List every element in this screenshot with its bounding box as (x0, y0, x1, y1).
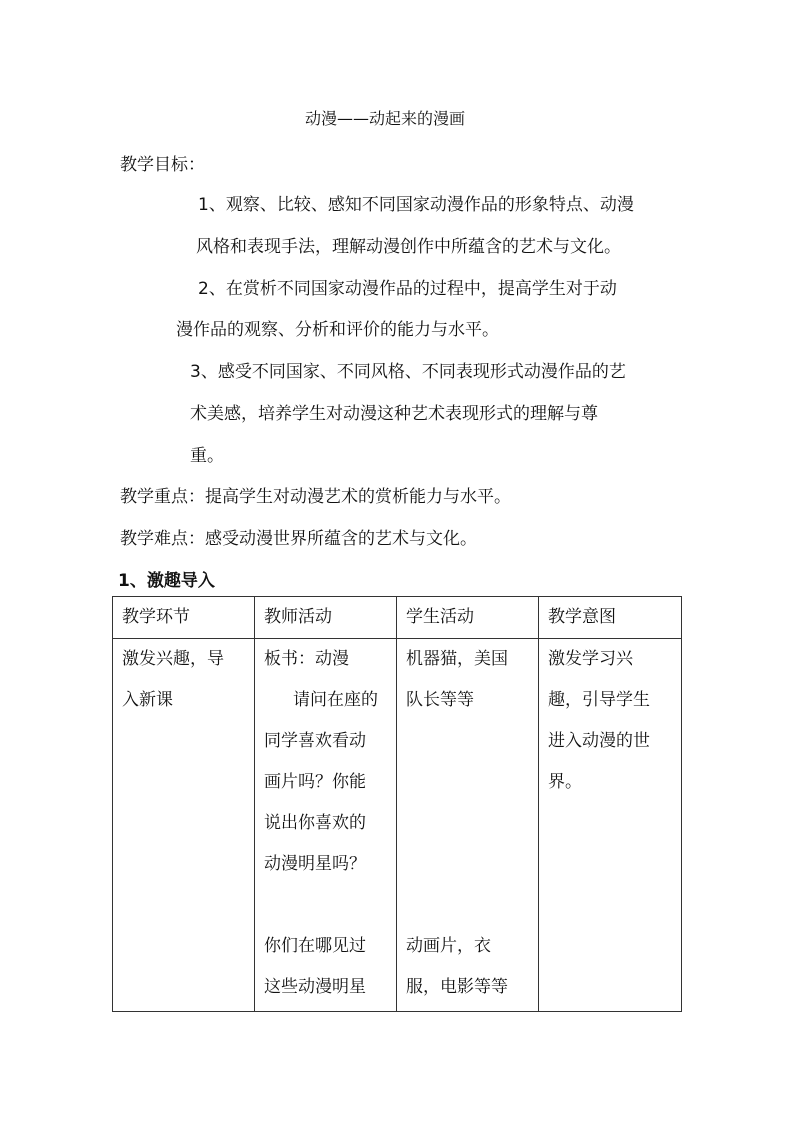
teacher-line: 你们在哪见过 (264, 936, 366, 956)
teacher-line: 板书：动漫 (264, 649, 349, 669)
objective-3-line-3: 重。 (190, 446, 224, 466)
intent-line: 界。 (548, 772, 582, 792)
header-student: 学生活动 (397, 597, 539, 639)
teacher-line: 请问在座的 (293, 690, 378, 710)
cell-teacher (255, 639, 397, 1012)
blank-line (406, 803, 538, 844)
objective-3-line-1: 3、感受不同国家、不同风格、不同表现形式动漫作品的艺 (190, 362, 626, 382)
table-header-row (113, 597, 682, 639)
teacher-line: 同学喜欢看动 (264, 731, 366, 751)
student-line: 动画片，衣 (406, 936, 491, 956)
blank-line (406, 844, 538, 885)
objective-2-line-1: 2、在赏析不同国家动漫作品的过程中，提高学生对于动 (198, 279, 617, 299)
objective-2-line-2: 漫作品的观察、分析和评价的能力与水平。 (176, 320, 499, 340)
student-line: 服，电影等等 (406, 977, 508, 997)
objective-1-line-2: 风格和表现手法，理解动漫创作中所蕴含的艺术与文化。 (196, 237, 621, 257)
intent-line: 趣，引导学生 (548, 690, 650, 710)
blank-line (406, 885, 538, 926)
objective-3-line-2: 术美感，培养学生对动漫这种艺术表现形式的理解与尊 (190, 404, 598, 424)
student-line: 机器猫，美国 (406, 649, 508, 669)
teacher-line: 动漫明星吗？ (264, 854, 366, 874)
teacher-line: 说出你喜欢的 (264, 813, 366, 833)
header-intent: 教学意图 (539, 597, 682, 639)
blank-line (406, 721, 538, 762)
student-line: 队长等等 (406, 690, 474, 710)
stage-line: 入新课 (122, 690, 173, 710)
page-title: 动漫——动起来的漫画 (305, 109, 466, 128)
objectives-heading: 教学目标： (120, 155, 205, 175)
key-point: 教学重点：提高学生对动漫艺术的赏析能力与水平。 (120, 487, 511, 507)
intent-line: 激发学习兴 (548, 649, 633, 669)
stage-line: 激发兴趣，导 (122, 649, 224, 669)
cell-stage (113, 639, 255, 1012)
header-teacher: 教师活动 (255, 597, 397, 639)
cell-intent (539, 639, 682, 1012)
section-heading: 1、激趣导入 (118, 571, 215, 591)
lesson-table (112, 596, 682, 1012)
intent-line: 进入动漫的世 (548, 731, 650, 751)
teacher-line: 画片吗？你能 (264, 772, 366, 792)
objective-1-line-1: 1、观察、比较、感知不同国家动漫作品的形象特点、动漫 (198, 195, 634, 215)
blank-line (406, 762, 538, 803)
teacher-line: 这些动漫明星 (264, 977, 366, 997)
blank-line (264, 885, 396, 926)
cell-student (397, 639, 539, 1012)
difficulty: 教学难点：感受动漫世界所蕴含的艺术与文化。 (120, 529, 477, 549)
header-stage: 教学环节 (113, 597, 255, 639)
table-row (113, 639, 682, 1012)
